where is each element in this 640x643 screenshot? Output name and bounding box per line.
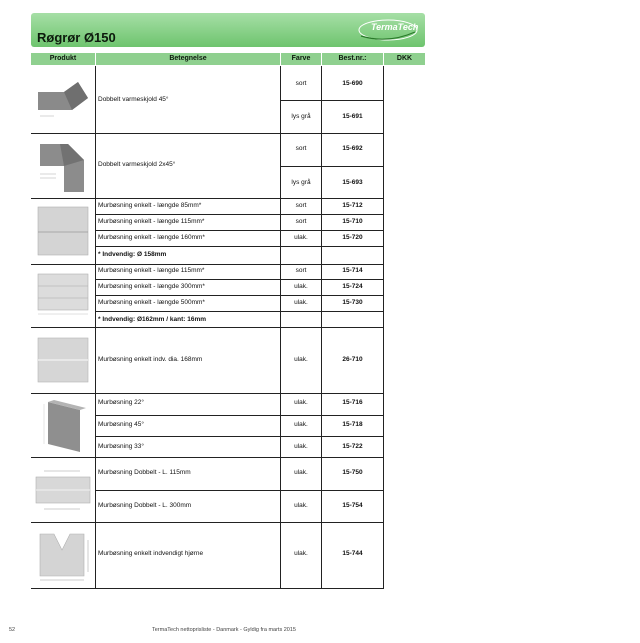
row-note: * Indvendig: Ø162mm / kant: 16mm xyxy=(98,316,207,323)
row-betegnelse: Murbøsning enkelt - længde 160mm* xyxy=(98,234,205,241)
row-bestnr: 15-692 xyxy=(342,145,363,152)
product-image-wall-sleeve-168 xyxy=(34,334,92,386)
row-betegnelse: Murbøsning 33° xyxy=(98,443,144,450)
row-betegnelse: Murbøsning enkelt - længde 300mm* xyxy=(98,283,205,290)
row-farve: ulak. xyxy=(294,550,308,557)
product-image-heat-shield-2x45 xyxy=(34,138,92,194)
row-farve: ulak. xyxy=(294,502,308,509)
row-bestnr: 26-710 xyxy=(342,356,363,363)
row-farve: sort xyxy=(295,202,307,209)
row-betegnelse: Murbøsning enkelt indvendigt hjørne xyxy=(98,550,204,557)
col-header-betegnelse: Betegnelse xyxy=(96,53,280,65)
product-image-wall-sleeve-long xyxy=(34,268,92,324)
title-banner xyxy=(31,13,425,47)
page-number: 52 xyxy=(9,627,16,633)
row-farve: sort xyxy=(295,218,307,225)
row-farve: ulak. xyxy=(294,421,308,428)
row-farve: lys grå xyxy=(291,113,311,120)
row-bestnr: 15-730 xyxy=(342,299,363,306)
row-farve: ulak. xyxy=(294,283,308,290)
row-bestnr: 15-712 xyxy=(342,202,363,209)
row-farve: lys grå xyxy=(291,179,311,186)
footer-text: TermaTech nettoprisliste - Danmark - Gyldig fra marts 2015 xyxy=(152,627,296,633)
col-header-farve: Farve xyxy=(281,53,321,65)
row-bestnr: 15-693 xyxy=(342,179,363,186)
row-farve: ulak. xyxy=(294,299,308,306)
row-bestnr: 15-714 xyxy=(342,267,363,274)
row-betegnelse: Murbøsning enkelt - længde 115mm* xyxy=(98,218,205,225)
row-betegnelse: Murbøsning enkelt - længde 85mm* xyxy=(98,202,202,209)
row-farve: sort xyxy=(295,267,307,274)
row-bestnr: 15-690 xyxy=(342,80,363,87)
product-image-wall-sleeve-short xyxy=(34,205,92,257)
row-farve: ulak. xyxy=(294,399,308,406)
row-bestnr: 15-744 xyxy=(342,550,363,557)
row-betegnelse: Murbøsning 45° xyxy=(98,421,144,428)
row-farve: ulak. xyxy=(294,469,308,476)
logo-text: TermaTech xyxy=(371,22,419,32)
row-betegnelse: Murbøsning enkelt - længde 500mm* xyxy=(98,299,205,306)
row-bestnr: 15-750 xyxy=(342,469,363,476)
col-header-dkk: DKK xyxy=(384,53,425,65)
product-image-wall-sleeve-double xyxy=(34,461,92,519)
row-farve: ulak. xyxy=(294,356,308,363)
row-betegnelse: Murbøsning enkelt indv. dia. 168mm xyxy=(98,356,203,363)
product-image-wall-sleeve-corner xyxy=(34,526,92,584)
row-betegnelse: Murbøsning Dobbelt - L. 115mm xyxy=(98,469,191,476)
row-betegnelse: Murbøsning Dobbelt - L. 300mm xyxy=(98,502,192,509)
col-header-produkt: Produkt xyxy=(31,53,95,65)
row-bestnr: 15-722 xyxy=(342,443,363,450)
row-betegnelse: Dobbelt varmeskjold 45° xyxy=(98,96,169,103)
row-betegnelse: Murbøsning enkelt - længde 115mm* xyxy=(98,267,205,274)
row-farve: sort xyxy=(295,145,307,152)
col-header-bestnr: Best.nr.: xyxy=(322,53,383,65)
row-farve: ulak. xyxy=(294,234,308,241)
row-farve: ulak. xyxy=(294,443,308,450)
row-bestnr: 15-716 xyxy=(342,399,363,406)
row-bestnr: 15-754 xyxy=(342,502,363,509)
row-note: * Indvendig: Ø 158mm xyxy=(98,251,167,258)
product-image-wall-sleeve-angled xyxy=(34,396,92,454)
row-bestnr: 15-718 xyxy=(342,421,363,428)
termatech-logo xyxy=(357,18,419,42)
row-bestnr: 15-710 xyxy=(342,218,363,225)
product-image-heat-shield-45 xyxy=(34,76,92,126)
row-bestnr: 15-724 xyxy=(342,283,363,290)
row-farve: sort xyxy=(295,80,307,87)
row-bestnr: 15-720 xyxy=(342,234,363,241)
row-bestnr: 15-691 xyxy=(342,113,363,120)
page-title: Røgrør Ø150 xyxy=(37,30,116,45)
row-betegnelse: Murbøsning 22° xyxy=(98,399,144,406)
row-betegnelse: Dobbelt varmeskjold 2x45° xyxy=(98,161,176,168)
